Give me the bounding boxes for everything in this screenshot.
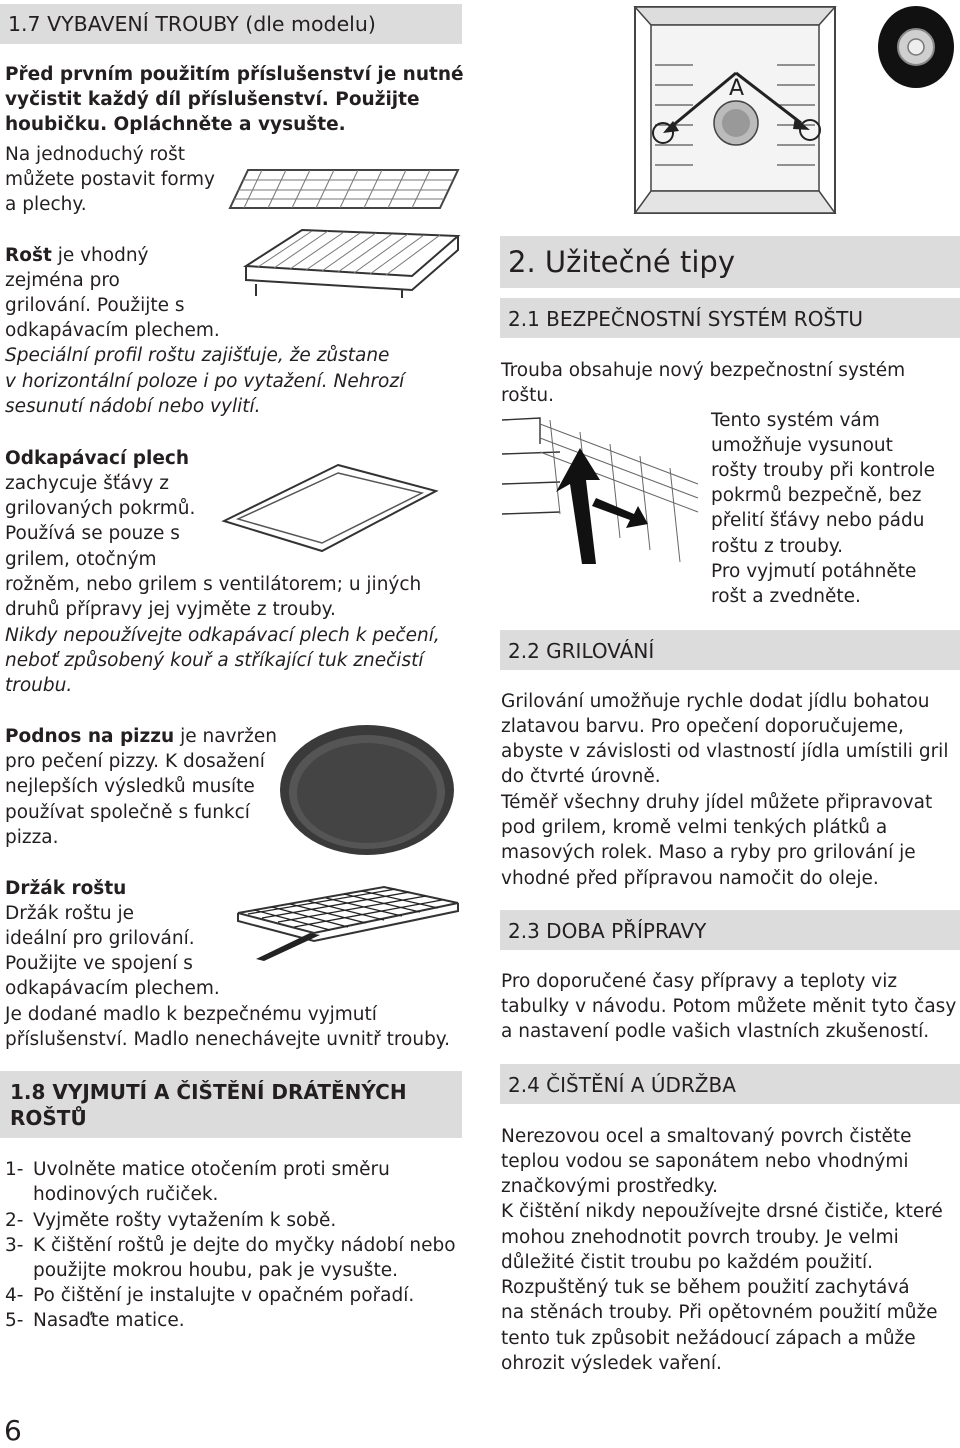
safety-body-line: Tento systém vám <box>711 410 880 431</box>
rack-pull-diagram <box>500 414 700 566</box>
grill-line: masových rolek. Maso a ryby pro grilování je <box>501 842 916 863</box>
step-number: 3- <box>5 1235 24 1256</box>
rack-italic-line: Speciální profil roštu zajišťuje, že zůstane <box>5 345 390 366</box>
drip-tray-line: grilovaných pokrmů. <box>5 498 196 519</box>
step-number: 4- <box>5 1285 24 1306</box>
oven-label-a: A <box>729 76 745 101</box>
cleaning-line: Rozpuštěný tuk se během použití zachytává <box>501 1277 910 1298</box>
cooking-time-line: tabulky v návodu. Potom můžete měnit tyto časy <box>501 996 957 1017</box>
grill-rack-image <box>242 228 460 298</box>
pizza-line: pro pečení pizzy. K dosažení <box>5 751 265 772</box>
section-2-1-title: 2.1 BEZPEČNOSTNÍ SYSTÉM ROŠTU <box>508 307 863 331</box>
drip-tray-warning: troubu. <box>5 675 73 696</box>
cooking-time-line: a nastavení podle vašich vlastních zkušeností. <box>501 1021 930 1042</box>
holder-heading: Držák roštu <box>5 878 127 899</box>
intro-line: vyčistit každý díl příslušenství. Použijte <box>5 89 420 110</box>
section-2-3-title: 2.3 DOBA PŘÍPRAVY <box>508 919 707 943</box>
safety-body-line: pokrmů bezpečně, bez <box>711 485 922 506</box>
drip-tray-heading: Odkapávací plech <box>5 448 190 469</box>
rack-line: zejména pro <box>5 270 120 291</box>
safety-body-line: umožňuje vysunout <box>711 435 893 456</box>
drip-tray-line: zachycuje šťávy z <box>5 473 169 494</box>
section-1-8-title: ROŠTŮ <box>10 1106 87 1130</box>
rack-intro: Rošt je vhodný <box>5 245 149 266</box>
step-text: hodinových ručiček. <box>33 1184 219 1205</box>
cleaning-line: mohou znehodnotit povrch trouby. Je velmi <box>501 1227 899 1248</box>
step-text: použijte mokrou houbu, pak je vysušte. <box>33 1260 398 1281</box>
rack-holder-image <box>234 883 460 963</box>
holder-line: Držák roštu je <box>5 903 135 924</box>
holder-line: příslušenství. Madlo nenechávejte uvnitř trouby. <box>5 1029 451 1050</box>
grill-line: vhodné před přípravou namočit do oleje. <box>501 868 879 889</box>
safety-intro: roštu. <box>501 385 555 406</box>
cleaning-line: teplou vodou se saponátem nebo vhodnými <box>501 1151 909 1172</box>
cleaning-line: důležité čistit troubu po každém použití. <box>501 1252 873 1273</box>
cleaning-line: Nerezovou ocel a smaltovaný povrch čistěte <box>501 1126 912 1147</box>
cleaning-line: K čištění nikdy nepoužívejte drsné čističe, které <box>501 1201 943 1222</box>
simple-rack-line: Na jednoduchý rošt <box>5 144 185 165</box>
oven-diagram <box>633 5 839 217</box>
rack-line: grilování. Použijte s <box>5 295 185 316</box>
safety-body-line: Pro vyjmutí potáhněte <box>711 561 917 582</box>
wire-rack-image <box>228 168 460 212</box>
drip-tray-line: rožněm, nebo grilem s ventilátorem; u jiných <box>5 574 422 595</box>
safety-body-line: rošt a zvedněte. <box>711 586 861 607</box>
holder-line: odkapávacím plechem. <box>5 978 220 999</box>
grill-line: Téměř všechny druhy jídel můžete připravovat <box>501 792 933 813</box>
holder-line: Je dodané madlo k bezpečnému vyjmutí <box>5 1004 377 1025</box>
section-1-8-title: 1.8 VYJMUTÍ A ČIŠTĚNÍ DRÁTĚNÝCH <box>10 1080 407 1104</box>
cleaning-line: ohrozit výsledek vaření. <box>501 1353 722 1374</box>
holder-line: ideální pro grilování. <box>5 928 195 949</box>
section-2-4-title: 2.4 ČIŠTĚNÍ A ÚDRŽBA <box>508 1073 736 1097</box>
pizza-tray-image <box>278 723 456 857</box>
section-1-7-title: 1.7 VYBAVENÍ TROUBY (dle modelu) <box>8 12 376 36</box>
cleaning-line: na stěnách trouby. Při opětovném použití může <box>501 1302 938 1323</box>
step-number: 5- <box>5 1310 24 1331</box>
pizza-line: pizza. <box>5 827 59 848</box>
step-text: Uvolněte matice otočením proti směru <box>33 1159 390 1180</box>
grill-line: Grilování umožňuje rychle dodat jídlu bohatou <box>501 691 930 712</box>
drip-tray-line: grilem, otočným <box>5 549 157 570</box>
safety-body-line: přelití šťávy nebo pádu <box>711 510 925 531</box>
grill-line: pod grilem, kromě velmi tenkých plátků a <box>501 817 888 838</box>
grill-line: abyste v závislosti od vlastností jídla umístili gril <box>501 741 949 762</box>
drip-tray-line: Používá se pouze s <box>5 523 180 544</box>
cleaning-line: značkovými prostředky. <box>501 1176 718 1197</box>
intro-line: houbičku. Opláchněte a vysušte. <box>5 114 346 135</box>
step-number: 2- <box>5 1210 24 1231</box>
holder-line: Použijte ve spojení s <box>5 953 193 974</box>
pizza-line: nejlepších výsledků musíte <box>5 776 255 797</box>
step-text: Po čištění je instalujte v opačném pořadí. <box>33 1285 415 1306</box>
drip-tray-image <box>222 463 438 553</box>
drip-tray-warning: Nikdy nepoužívejte odkapávací plech k pečení, <box>5 625 440 646</box>
rack-bold: Rošt <box>5 245 52 266</box>
page-number: 6 <box>4 1414 22 1447</box>
step-number: 1- <box>5 1159 24 1180</box>
cooking-time-line: Pro doporučené časy přípravy a teploty viz <box>501 971 898 992</box>
section-2-2-title: 2.2 GRILOVÁNÍ <box>508 639 655 663</box>
safety-body-line: roštu z trouby. <box>711 536 844 557</box>
rack-italic-line: v horizontální poloze i po vytažení. Nehrozí <box>5 371 405 392</box>
rack-line: odkapávacím plechem. <box>5 320 220 341</box>
cleaning-line: tento tuk způsobit nežádoucí zápach a může <box>501 1328 916 1349</box>
pizza-bold: Podnos na pizzu <box>5 726 175 747</box>
pizza-line: používat společně s funkcí <box>5 802 250 823</box>
grill-line: do čtvrté úrovně. <box>501 766 661 787</box>
drip-tray-line: druhů přípravy jej vyjměte z trouby. <box>5 599 336 620</box>
section-2-title: 2. Užitečné tipy <box>508 245 735 279</box>
rack-italic-line: sesunutí nádobí nebo vylití. <box>5 396 261 417</box>
pizza-intro: Podnos na pizzu je navržen <box>5 726 277 747</box>
safety-body-line: rošty trouby při kontrole <box>711 460 936 481</box>
step-text: Nasaďte matice. <box>33 1310 185 1331</box>
grill-line: zlatavou barvu. Pro opečení doporučujeme, <box>501 716 904 737</box>
drip-tray-warning: neboť způsobený kouř a stříkající tuk znečistí <box>5 650 424 671</box>
nut-photo <box>876 4 956 90</box>
safety-intro: Trouba obsahuje nový bezpečnostní systém <box>501 360 906 381</box>
step-text: Vyjměte rošty vytažením k sobě. <box>33 1210 337 1231</box>
step-text: K čištění roštů je dejte do myčky nádobí nebo <box>33 1235 456 1256</box>
simple-rack-line: a plechy. <box>5 194 87 215</box>
simple-rack-line: můžete postavit formy <box>5 169 215 190</box>
intro-line: Před prvním použitím příslušenství je nutné <box>5 64 464 85</box>
